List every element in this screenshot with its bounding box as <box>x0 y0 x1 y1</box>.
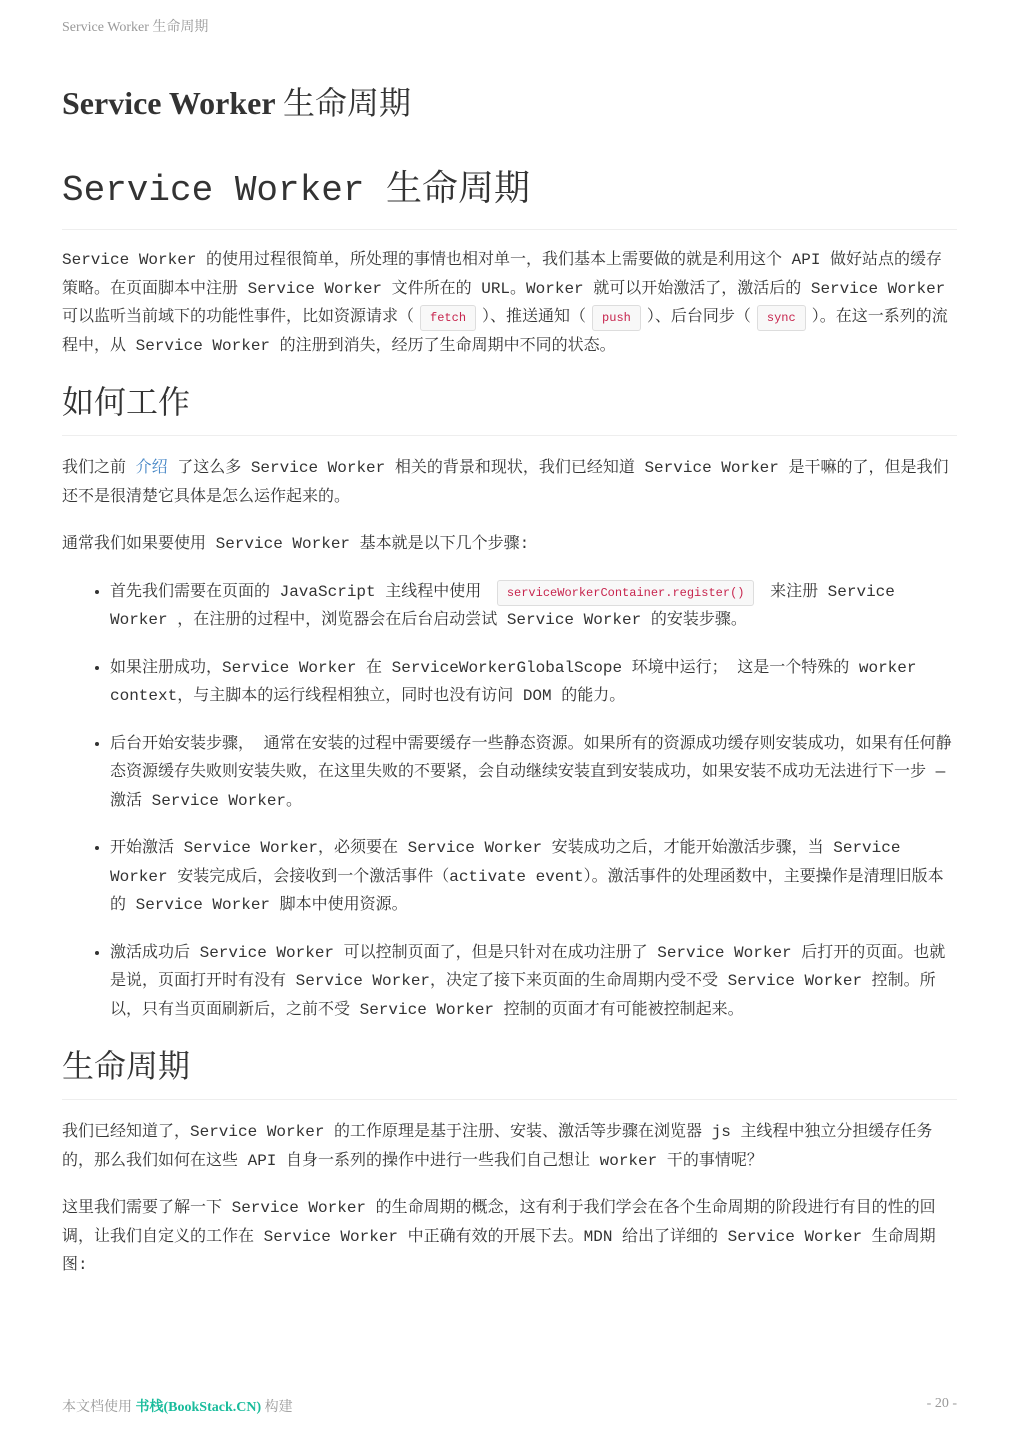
page-number: - 20 - <box>926 1396 957 1411</box>
list-item: • 开始激活 Service Worker，必须要在 Service Worker 安装成功之后，才能开始激活步骤，当 Service Worker 安装完成后，会接收到一个激活事件（activate event）。激活事件的处理函数中，主要操作是清理旧版本的 Service Worker 脚本中使用资源。 <box>110 834 957 920</box>
text: ）、后台同步（ <box>646 308 751 326</box>
text: 首先我们需要在页面的 JavaScript 主线程中使用 <box>110 582 491 601</box>
paragraph: 通常我们如果要使用 Service Worker 基本就是以下几个步骤: <box>62 535 530 553</box>
paragraph: 我们已经知道了，Service Worker 的工作原理是基于注册、安装、激活等步骤在浏览器 js 主线程中独立分担缓存任务的，那么我们如何在这些 API 自身一系列的操作中进行一些我们自己想让 worker 干的事情呢？ <box>62 1123 933 1170</box>
steps-list <box>62 578 957 1025</box>
text: 了这么多 Service Worker 相关的背景和现状，我们已经知道 Service Worker 是干嘛的了，但是我们还不是很清楚它具体是怎么运作起来的。 <box>62 459 949 506</box>
paragraph <box>62 454 957 511</box>
intro-paragraph <box>62 246 957 360</box>
heading-lifecycle: 生命周期 <box>62 1043 957 1100</box>
book-title <box>62 78 411 124</box>
footer-prefix: 本文档使用 <box>62 1400 136 1415</box>
code-sync: sync <box>757 305 806 331</box>
list-item <box>110 578 957 635</box>
footer-suffix: 构建 <box>261 1400 293 1415</box>
article-heading: Service Worker 生命周期 <box>62 165 957 230</box>
code-fetch: fetch <box>420 305 476 331</box>
intro-link[interactable]: 介绍 <box>135 459 168 477</box>
heading-how-it-works: 如何工作 <box>62 379 957 436</box>
code-register: serviceWorkerContainer.register() <box>497 580 755 606</box>
text: 来注册 Service Worker ，在注册的过程中，浏览器会在后台启动尝试 Service Worker 的安装步骤。 <box>110 582 895 629</box>
article <box>62 165 957 1299</box>
book-title-en: Service Worker <box>62 85 275 121</box>
text: 我们之前 <box>62 459 136 477</box>
list-item: • 如果注册成功，Service Worker 在 ServiceWorkerGlobalScope 环境中运行； 这是一个特殊的 worker context，与主脚本的运行线程相独立，同时也没有访问 DOM 的能力。 <box>110 654 957 711</box>
text: ）、推送通知（ <box>482 308 587 326</box>
running-header: Service Worker 生命周期 <box>62 20 209 35</box>
code-push: push <box>592 305 641 331</box>
footer <box>62 1396 957 1416</box>
paragraph: 这里我们需要了解一下 Service Worker 的生命周期的概念，这有利于我们学会在各个生命周期的阶段进行有目的性的回调，让我们自定义的工作在 Service Worker 中正确有效的开展下去。MDN 给出了详细的 Service Worker 生命周期图: <box>62 1199 936 1274</box>
book-title-cn: 生命周期 <box>282 85 411 121</box>
list-item: • 激活成功后 Service Worker 可以控制页面了，但是只针对在成功注册了 Service Worker 后打开的页面。也就是说，页面打开时有没有 Service Worker，决定了接下来页面的生命周期内受不受 Service Worker 控制。所以，只有当页面刷新后，之前不受 Service Worker 控制的页面才有可能被控制起来。 <box>110 939 957 1025</box>
brand-link[interactable]: 书栈(BookStack.CN) <box>135 1400 262 1415</box>
text: ）。在这一系列的流程中，从 Service Worker 的注册到消失，经历了生命周期中不同的状态。 <box>62 308 948 355</box>
list-item: • 后台开始安装步骤， 通常在安装的过程中需要缓存一些静态资源。如果所有的资源成功缓存则安装成功，如果有任何静态资源缓存失败则安装失败，在这里失败的不要紧，会自动继续安装直到安装成功，如果安装不成功无法进行下一步 — 激活 Service Worker。 <box>110 730 957 816</box>
text: Service Worker 的使用过程很简单，所处理的事情也相对单一，我们基本上需要做的就是利用这个 API 做好站点的缓存策略。在页面脚本中注册 Service Worker 文件所在的 URL。Worker 就可以开始激活了，激活后的 Service Worker 可以监听当前域下的功能性事件，比如资源请求（ <box>62 251 946 326</box>
